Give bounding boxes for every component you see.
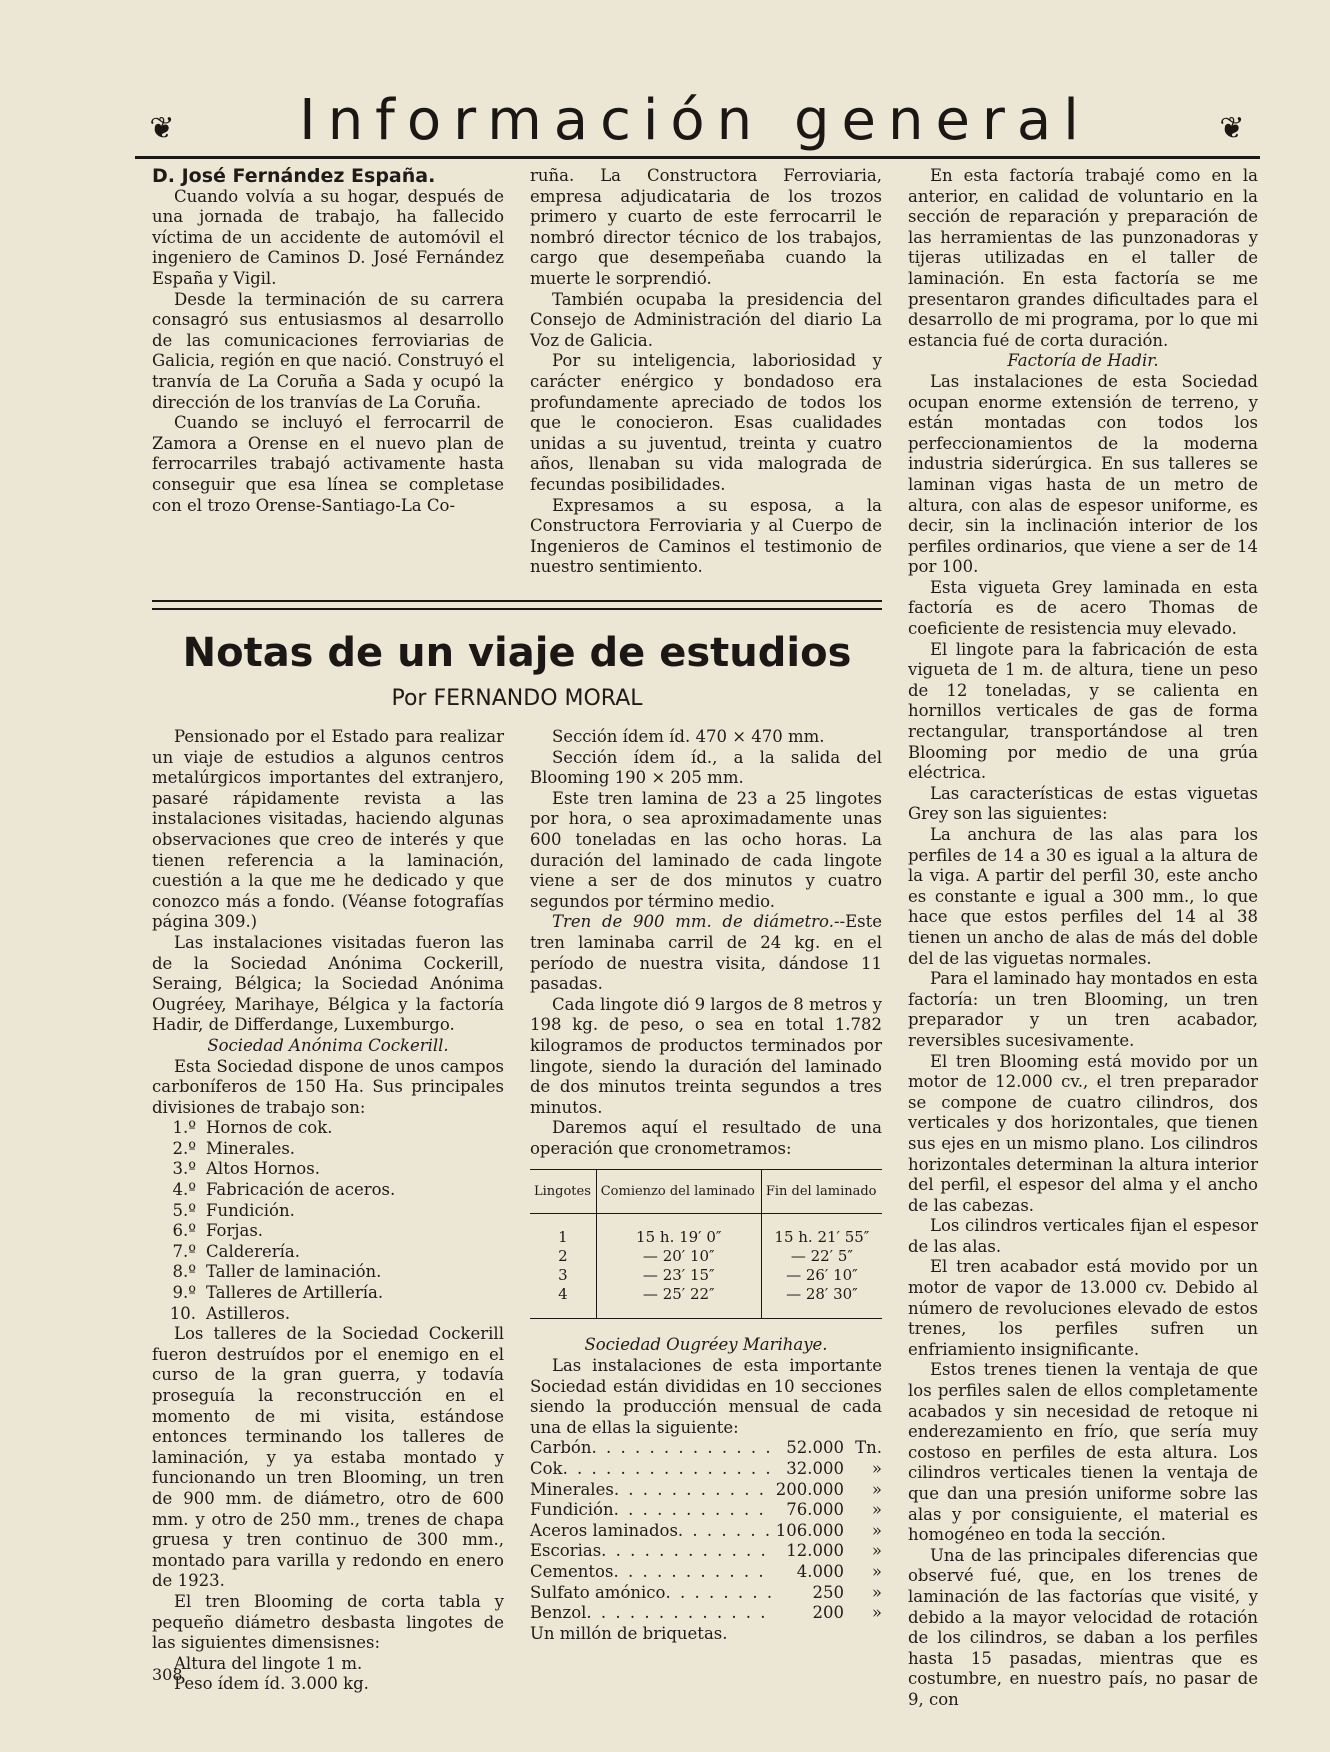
- ougree-heading: Sociedad Ougréey Marihaye.: [584, 1335, 828, 1355]
- article-column-3: [908, 166, 1258, 1711]
- list-item: 2.º Minerales.: [172, 1138, 296, 1158]
- paragraph: Desde la terminación de su carrera consagró sus entusiasmos al desarrollo de las comunicaciones ferroviarias de Galicia, región en que nació. Construyó el tranvía de La Coruña a Sada y ocupó la dirección de los tranvías de La Coruña.: [152, 289, 504, 412]
- paragraph: Un millón de briquetas.: [530, 1623, 728, 1643]
- list-item: 7.º Calderería.: [172, 1241, 300, 1261]
- list-item: 8.º Taller de laminación.: [172, 1262, 382, 1282]
- list-item: 6.º Forjas.: [172, 1221, 264, 1241]
- ornament-right-icon: ❦: [1219, 111, 1245, 146]
- paragraph: El tren acabador está movido por un motor de vapor de 13.000 cv. Debido al número de revoluciones elevado de estos trenes, los perfiles sufren un enfriamiento insignificante.: [908, 1257, 1258, 1359]
- paragraph: Tren de 900 mm. de diámetro.--Este tren laminaba carril de 24 kg. en el período de nuestra visita, dándose 11 pasadas.: [530, 912, 882, 994]
- list-item: 4.º Fabricación de aceros.: [172, 1180, 396, 1200]
- obituary-title: D. José Fernández España.: [152, 165, 436, 187]
- paragraph: Altura del lingote 1 m.: [174, 1653, 363, 1673]
- production-list: [530, 1438, 882, 1623]
- paragraph: Una de las principales diferencias que observé fué, que, en los trenes de laminación de las factorías que visité, y debido a la mayor velocidad de rotación de los cilindros, se daban a los perfiles hasta 15 pasadas, mientras que es costumbre, en nuestro país, no pasar de 9, con: [908, 1545, 1258, 1709]
- paragraph: Peso ídem íd. 3.000 kg.: [174, 1674, 369, 1694]
- paragraph: Las instalaciones visitadas fueron las de la Sociedad Anónima Cockerill, Seraing, Bélgica; la Sociedad Anónima Ougréey, Marihaye, Bélgica y la factoría Hadir, de Differdange, Luxemburgo.: [152, 932, 504, 1035]
- paragraph: Estos trenes tienen la ventaja de que los perfiles salen de ellos completamente acabados y sin necesidad de retoque ni enderezamiento en frío, que sería muy costoso en perfiles de esta altura. Los cilindros verticales tienen la ventaja de que dan una presión uniforme sobre las alas y por consiguiente, el material es homogéneo en toda la sección.: [908, 1360, 1258, 1545]
- paragraph: Las características de estas viguetas Grey son las siguientes:: [908, 783, 1258, 824]
- paragraph: Daremos aquí el resultado de una operación que cronometramos:: [530, 1118, 882, 1158]
- list-item: Fundición . . . 76.000 »: [530, 1500, 882, 1521]
- paragraph: El tren Blooming de corta tabla y pequeño diámetro desbasta lingotes de las siguientes dimensisnes:: [152, 1591, 504, 1653]
- paragraph: Los talleres de la Sociedad Cockerill fueron destruídos por el enemigo en el curso de la gran guerra, y todavía proseguía la reconstrucción en el momento de mi visita, estándose entonces terminando los talleres de laminación, y ya estaba montado y funcionando un tren Blooming, un tren de 900 mm. de diámetro, otro de 600 mm. y otro de 250 mm., trenes de chapa gruesa y tren continuo de 300 mm., montado para varilla y redondo en enero de 1923.: [152, 1324, 504, 1591]
- double-rule: [152, 600, 882, 610]
- table-row: 2 — 20′ 10″ — 22′ 5″: [530, 1247, 882, 1266]
- hadir-heading: Factoría de Hadir.: [1007, 351, 1159, 371]
- list-item: Minerales . . . 200.000 »: [530, 1480, 882, 1501]
- divisions-list: [152, 1118, 504, 1324]
- paragraph: Sección ídem íd. 470 × 470 mm.: [552, 727, 825, 746]
- list-item: 9.º Talleres de Artillería.: [172, 1283, 384, 1303]
- table-row: 3 — 23′ 15″ — 26′ 10″: [530, 1266, 882, 1285]
- paragraph: Este tren lamina de 23 a 25 lingotes por hora, o sea aproximadamente unas 600 toneladas en las ocho horas. La duración del laminado de cada lingote viene a ser de dos minutos y cuatro segundos por término medio.: [530, 788, 882, 911]
- list-item: Aceros laminados . . . 106.000 »: [530, 1521, 882, 1542]
- timing-table: [530, 1169, 882, 1319]
- article-column-2: [530, 727, 882, 1644]
- paragraph: Para el laminado hay montados en esta factoría: un tren Blooming, un tren preparador y un tren acabador, reversibles sucesivamente.: [908, 969, 1258, 1050]
- paragraph: En esta factoría trabajé como en la anterior, en calidad de voluntario en la sección de reparación y preparación de las herramientas de las punzonadoras y tijeras utilizadas en el taller de laminación. En esta factoría se me presentaron grandes dificultades para el desarrollo de mi programa, por lo que mi estancia fué de corta duración.: [908, 166, 1258, 350]
- article-byline: Por FERNANDO MORAL: [391, 686, 643, 711]
- paragraph: Las instalaciones de esta Sociedad ocupan enorme extensión de terreno, y están montadas con todos los perfeccionamientos de la moderna industria siderúrgica. En sus talleres se laminan vigas hasta de un metro de altura, con alas de espesor uniforme, es decir, sin la inclinación interior de los perfiles ordinarios, que viene a ser de 14 por 100.: [908, 371, 1258, 577]
- header-rule: [135, 156, 1260, 159]
- obituary-column-2: [530, 166, 882, 578]
- paragraph: Pensionado por el Estado para realizar un viaje de estudios a algunos centros metalúrgicos importantes del extranjero, pasaré rápidamente revista a las instalaciones visitadas, haciendo algunas observaciones que creo de interés y que tienen referencia a la laminación, cuestión a la que me he dedicado y que conozco más a fondo. (Véanse fotografías página 309.): [152, 727, 504, 932]
- table-row: 1 15 h. 19′ 0″ 15 h. 21′ 55″: [530, 1214, 882, 1248]
- list-item: Benzol . . . 200 »: [530, 1603, 882, 1624]
- paragraph: Expresamos a su esposa, a la Constructora Ferroviaria y al Cuerpo de Ingenieros de Caminos el testimonio de nuestro sentimiento.: [530, 495, 882, 577]
- table-header: Comienzo del laminado: [596, 1170, 761, 1214]
- list-item: Carbón . . . 52.000 Tn.: [530, 1438, 882, 1459]
- paragraph: El tren Blooming está movido por un motor de 12.000 cv., el tren preparador se compone de cuatro cilindros, dos verticales y dos horizontales, que tienen sus ejes en un mismo plano. Los cilindros horizontales determinan la altura interior del perfil, el espesor del alma y el ancho de las cabezas.: [908, 1051, 1258, 1215]
- table-header: Lingotes: [530, 1170, 596, 1214]
- paragraph: Cada lingote dió 9 largos de 8 metros y 198 kg. de peso, o sea en total 1.782 kilogramos de productos terminados por lingote, siendo la duración del laminado de dos minutos treinta segundos a tres minutos.: [530, 994, 882, 1117]
- list-item: 3.º Altos Hornos.: [172, 1159, 320, 1179]
- paragraph: Cuando se incluyó el ferrocarril de Zamora a Orense en el nuevo plan de ferrocarriles trabajó activamente hasta conseguir que esa línea se completase con el trozo Orense-Santiago-La Co-: [152, 413, 504, 515]
- paragraph: Por su inteligencia, laboriosidad y carácter enérgico y bondadoso era profundamente apreciado de todos los que le conocieron. Esas cualidades unidas a su juventud, treinta y cuatro años, llenaban su vida malograda de fecundas posibilidades.: [530, 351, 882, 494]
- paragraph: Esta vigueta Grey laminada en esta factoría es de acero Thomas de coeficiente de resistencia muy elevado.: [908, 577, 1258, 639]
- page-number: 308: [152, 1665, 183, 1684]
- paragraph: Cuando volvía a su hogar, después de una jornada de trabajo, ha fallecido víctima de un accidente de automóvil el ingeniero de Caminos D. José Fernández España y Vigil.: [152, 186, 504, 288]
- section-title: Información general: [299, 87, 1091, 153]
- paragraph: Las instalaciones de esta importante Sociedad están divididas en 10 secciones siendo la producción mensual de cada una de ellas la siguiente:: [530, 1356, 882, 1437]
- paragraph: La anchura de las alas para los perfiles de 14 a 30 es igual a la altura de la viga. A partir del perfil 30, este ancho es constante e igual a 300 mm., lo que hace que estos perfiles del 14 al 38 tienen un ancho de alas de más del doble del de las viguetas normales.: [908, 825, 1258, 968]
- list-item: Cementos . . . 4.000 »: [530, 1562, 882, 1583]
- cockerill-heading: Sociedad Anónima Cockerill.: [207, 1035, 449, 1055]
- ornament-left-icon: ❦: [149, 111, 175, 146]
- list-item: 1.º Hornos de cok.: [172, 1118, 333, 1138]
- paragraph: Los cilindros verticales fijan el espesor de las alas.: [908, 1216, 1258, 1256]
- obituary-column-1: [152, 166, 504, 516]
- table-row: 4 — 25′ 22″ — 28′ 30″: [530, 1285, 882, 1319]
- list-item: 5.º Fundición.: [172, 1200, 295, 1220]
- paragraph: El lingote para la fabricación de esta vigueta de 1 m. de altura, tiene un peso de 12 toneladas, y se calienta en hornillos verticales de gas de forma rectangular, transportándose al tren Blooming por medio de una grúa eléctrica.: [908, 639, 1258, 783]
- list-item: 10. Astilleros.: [169, 1303, 291, 1323]
- paragraph: Esta Sociedad dispone de unos campos carboníferos de 150 Ha. Sus principales divisiones de trabajo son:: [152, 1056, 504, 1117]
- list-item: Escorias . . . 12.000 »: [530, 1541, 882, 1562]
- paragraph: También ocupaba la presidencia del Consejo de Administración del diario La Voz de Galicia.: [530, 289, 882, 350]
- tren-900-label: Tren de 900 mm. de diámetro.: [552, 912, 834, 932]
- list-item: Sulfato amónico . . . 250 »: [530, 1583, 882, 1604]
- table-header: Fin del laminado: [761, 1170, 882, 1214]
- paragraph: ruña. La Constructora Ferroviaria, empresa adjudicataria de los trozos primero y cuarto de este ferrocarril le nombró director técnico de los trabajos, cargo que desempeñaba cuando la muerte le sorprendió.: [530, 166, 882, 288]
- paragraph: Sección ídem íd., a la salida del Blooming 190 × 205 mm.: [530, 747, 882, 788]
- list-item: Cok . . . 32.000 »: [530, 1459, 882, 1480]
- article-column-1: [152, 727, 504, 1695]
- article-headline: Notas de un viaje de estudios: [182, 630, 852, 676]
